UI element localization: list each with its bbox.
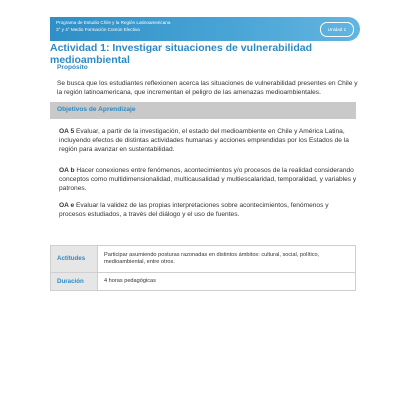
objective-code: OA e — [59, 202, 75, 209]
duration-value: 4 horas pedagógicas — [98, 273, 356, 291]
objectives-heading: Objetivos de Aprendizaje — [57, 106, 136, 113]
course-header — [56, 20, 170, 33]
duration-row — [51, 273, 356, 291]
activity-title: Actividad 1: Investigar situaciones de vulnerabilidad medioambiental — [50, 42, 312, 66]
objective-code: OA b — [59, 167, 75, 174]
course-name: Programa de Estudio Chile y la Región Latinoamericana — [56, 20, 171, 25]
attitudes-row — [51, 246, 356, 273]
attitudes-label: Actitudes — [51, 246, 98, 273]
objective-item — [59, 128, 357, 154]
duration-label: Duración — [51, 273, 98, 291]
objective-text: Evaluar, a partir de la investigación, el estado del medioambiente en Chile y América Latina, incluyendo efectos de distintas actividades humanas y acciones emprendidas por los Estados de la región para avanzar en sustentabilidad. — [59, 128, 349, 153]
objective-text: Hacer conexiones entre fenómenos, acontecimientos y/o procesos de la realidad considerando conceptos como multidimensionalidad, multicausalidad y multiescalaridad, temporalidad, y variables y patrones. — [59, 167, 357, 192]
purpose-text: Se busca que los estudiantes reflexionen acerca las situaciones de vulnerabilidad presentes en Chile y la región latinoamericana, que incrementan el peligro de las amenazas medioambientales. — [57, 80, 358, 96]
objectives-header-bar — [50, 102, 356, 119]
course-level: 3° y 4° Medio Formación Común Electiva — [56, 26, 140, 32]
objective-item — [59, 202, 357, 220]
objective-text: Evaluar la validez de las propias interpretaciones sobre acontecimientos, fenómenos y procesos estudiados, a través del diálogo y el uso de fuentes. — [59, 202, 329, 218]
objective-code: OA 5 — [59, 128, 75, 135]
attitudes-value: Participar asumiendo posturas razonadas en distintos ámbitos: cultural, social, político, medioambiental, entre otros. — [98, 246, 356, 273]
unit-badge: Unidad 1 — [320, 22, 354, 37]
purpose-heading: Propósito — [57, 64, 88, 71]
objective-item — [59, 167, 357, 193]
header-band — [50, 17, 360, 41]
activity-details-table — [50, 245, 356, 291]
